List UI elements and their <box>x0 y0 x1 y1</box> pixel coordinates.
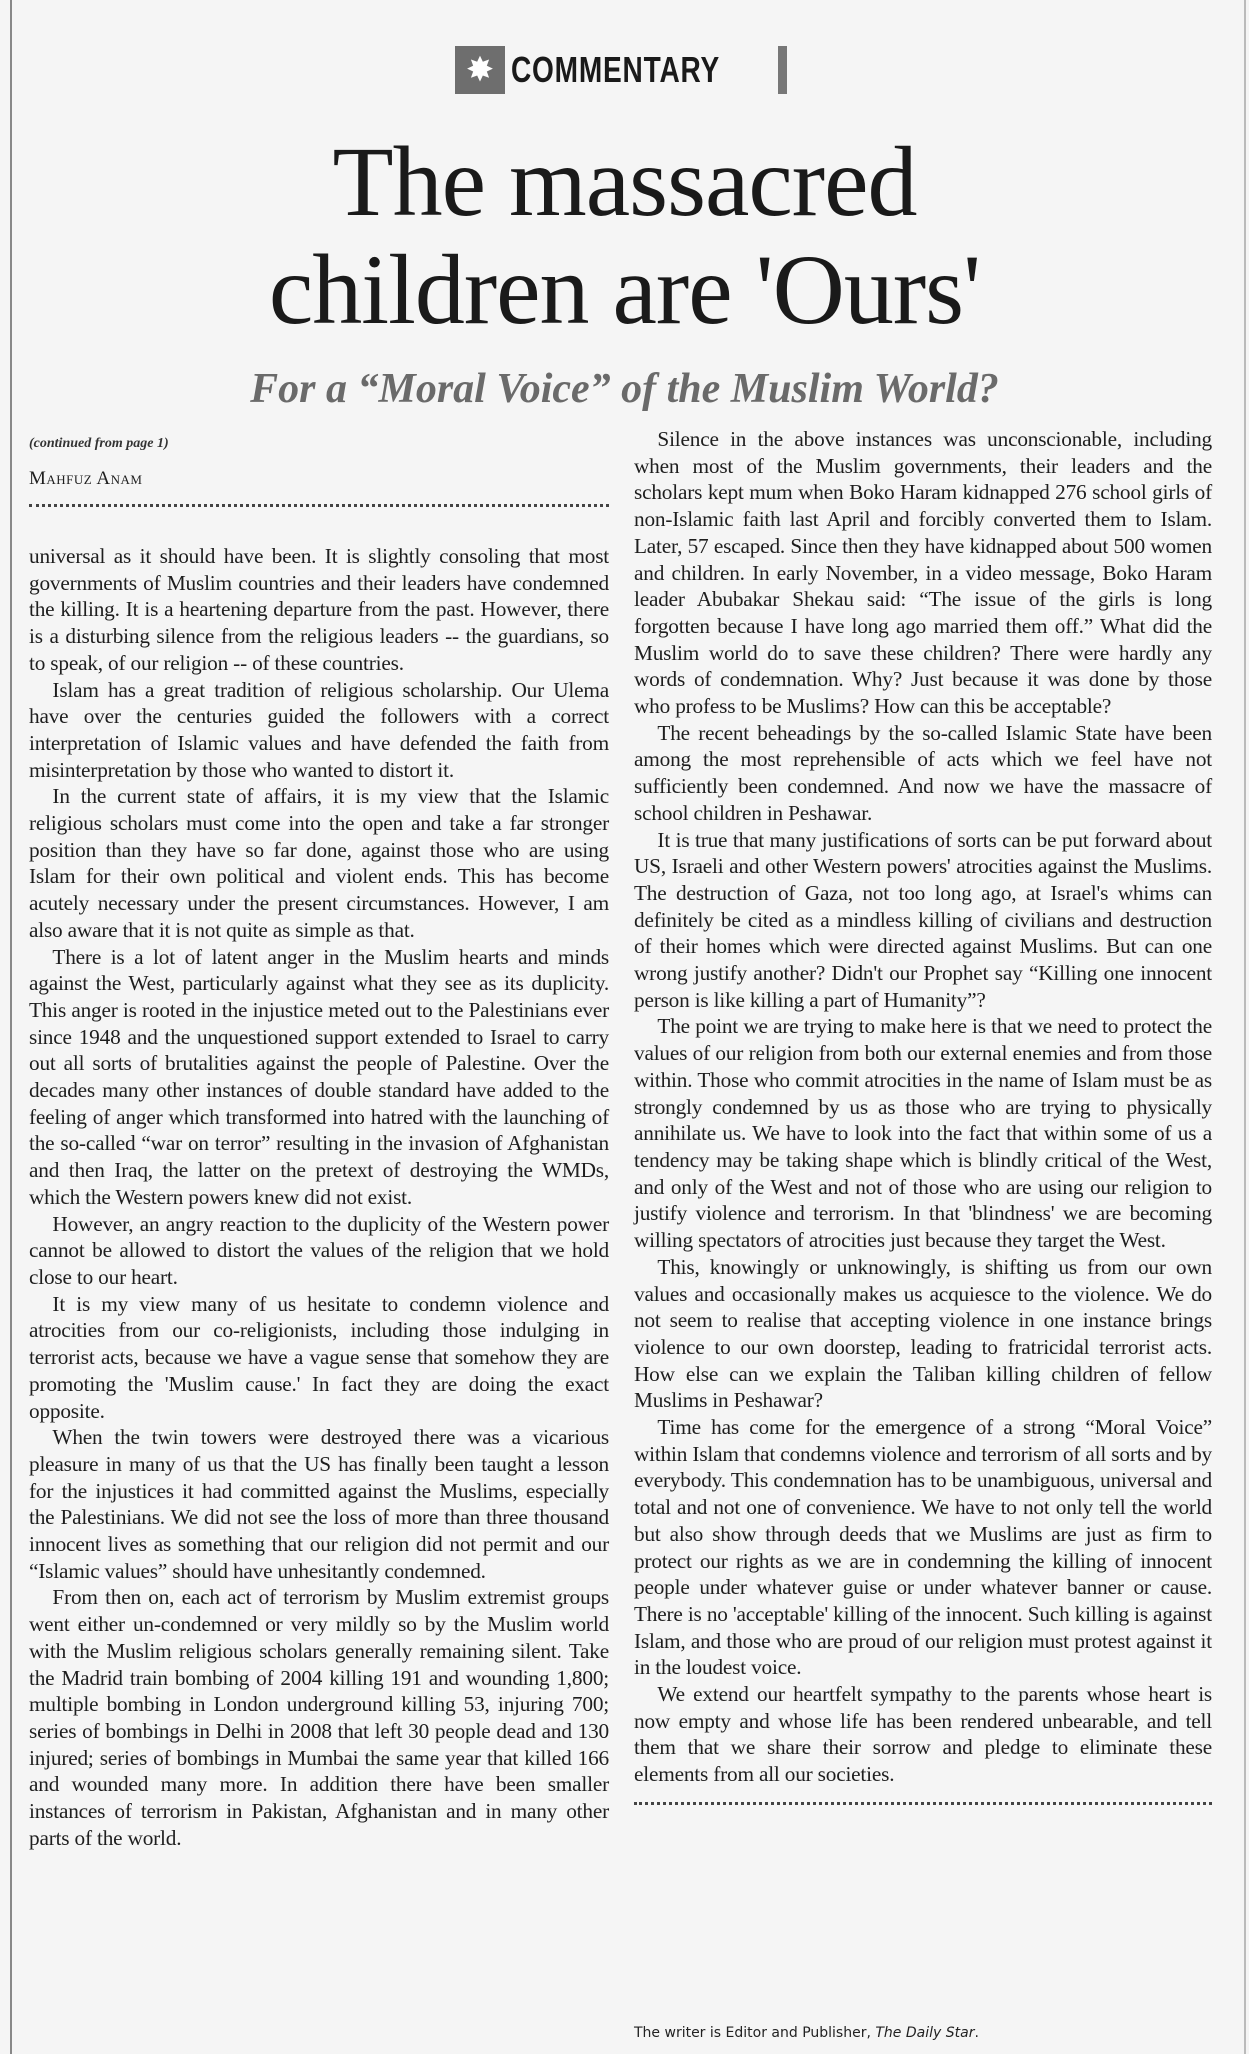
paragraph: The recent beheadings by the so-called Islamic State have been among the most reprehensible of acts which we feel have not sufficiently been condemned. And now we have the massacre of school children in Peshawar. <box>634 720 1212 825</box>
paragraph: From then on, each act of terrorism by Muslim extremist groups went either un-condemned or very mildly so by the Muslim world with the Muslim religious scholars generally remaining silent. Take the Madrid train bombing of 2004 killing 191 and wounding 1,800; multiple bombing in London underground killing 53, injuring 700; series of bombings in Delhi in 2008 that left 30 people dead and 130 injured; series of bombings in Mumbai the same year that killed 166 and wounded many more. In addition there have been smaller instances of terrorism in Pakistan, Afghanistan and in many other parts of the world. <box>29 1585 609 1850</box>
paragraph: It is true that many justifications of sorts can be put forward about US, Israeli and other Western powers' atrocities against the Muslims. The destruction of Gaza, not too long ago, at Israel's whims can definitely be cited as a mindless killing of civilians and destruction of their homes which were directed against Muslims. But can one wrong justify another? Didn't our Prophet say “Killing one innocent person is like killing a part of Humanity”? <box>634 827 1212 1012</box>
section-label: COMMENTARY <box>511 49 721 90</box>
section-banner <box>455 46 791 94</box>
right-column <box>634 426 1212 1805</box>
paragraph: In the current state of affairs, it is my view that the Islamic religious scholars must come into the open and take a far stronger position than they have so far done, against those who are using Islam for their own political and violent ends. This has become acutely necessary under the present circumstances. However, I am also aware that it is not quite as simple as that. <box>29 784 609 942</box>
headline <box>0 128 1249 344</box>
publication-name: The Daily Star <box>875 2025 975 2041</box>
byline-block <box>29 436 609 507</box>
headline-line-2: children are 'Ours' <box>268 234 981 345</box>
paragraph: We extend our heartfelt sympathy to the parents whose heart is now empty and whose life has been rendered unbearable, and tell them that we share their sorrow and pledge to eliminate these elements from all our societies. <box>634 1682 1212 1787</box>
left-column <box>29 543 609 1851</box>
paragraph: universal as it should have been. It is slightly consoling that most governments of Muslim countries and their leaders have condemned the killing. It is a heartening departure from the past. However, there is a disturbing silence from the religious leaders -- the guardians, so to speak, of our religion -- of these countries. <box>29 544 609 675</box>
author-note-end: . <box>974 2025 979 2041</box>
paragraph: Islam has a great tradition of religious scholarship. Our Ulema have over the centuries guided the followers with a correct interpretation of Islamic values and have defended the faith from misinterpretation by those who wanted to distort it. <box>29 677 609 782</box>
author-note-text: The writer is Editor and Publisher, <box>634 2025 876 2041</box>
dotted-divider <box>29 504 609 507</box>
author-byline: Mahfuz Anam <box>29 468 143 489</box>
star-burst-icon: ✸ <box>455 46 505 94</box>
paragraph: Silence in the above instances was unconscionable, including when most of the Muslim governments, their leaders and the scholars kept mum when Boko Haram kidnapped 276 school girls of non-Islamic faith last April and forcibly converted them to Islam. Later, 57 escaped. Since then they have kidnapped about 500 women and children. In early November, in a video message, Boko Haram leader Abubakar Shekau said: “The issue of the girls is long forgotten because I have long ago married them off.” What did the Muslim world do to save these children? There were hardly any words of condemnation. Why? Just because it was done by those who profess to be Muslims? How can this be acceptable? <box>634 427 1212 719</box>
paragraph: Time has come for the emergence of a strong “Moral Voice” within Islam that condemns violence and terrorism of all sorts and by everybody. This condemnation has to be unambiguous, universal and total and not one of convenience. We have to not only tell the world but also show through deeds that we Muslims are just as firm to protect our rights as we are in condemning the killing of innocent people under whatever guise or under whatever banner or cause. There is no 'acceptable' killing of the innocent. Such killing is against Islam, and those who are proud of our religion must protest against it in the loudest voice. <box>634 1415 1212 1680</box>
paragraph: It is my view many of us hesitate to condemn violence and atrocities from our co-religionists, including those indulging in terrorist acts, because we have a vague sense that somehow they are promoting the 'Muslim cause.' In fact they are doing the exact opposite. <box>29 1291 609 1423</box>
paragraph: However, an angry reaction to the duplicity of the Western power cannot be allowed to distort the values of the religion that we hold close to our heart. <box>29 1211 609 1289</box>
author-note <box>634 2025 979 2041</box>
dotted-divider <box>634 1802 1212 1805</box>
paragraph: There is a lot of latent anger in the Muslim hearts and minds against the West, particularly against what they see as its duplicity. This anger is rooted in the injustice meted out to the Palestinians ever since 1948 and the unquestioned support extended to Israel to carry out all sorts of brutalities against the people of Palestine. Over the decades many other instances of double standard have added to the feeling of anger which transformed into hatred with the launching of the so-called “war on terror” resulting in the invasion of Afghanistan and then Iraq, the latter on the pretext of destroying the WMDs, which the Western powers knew did not exist. <box>29 944 609 1209</box>
subtitle: For a “Moral Voice” of the Muslim World? <box>250 366 999 412</box>
paragraph: When the twin towers were destroyed there was a vicarious pleasure in many of us that the US has finally been taught a lesson for the injustices it had committed against the Muslims, especially the Palestinians. We did not see the loss of more than three thousand innocent lives as something that our religion did not permit and our “Islamic values” should have unhesitantly condemned. <box>29 1425 609 1583</box>
continued-note: (continued from page 1) <box>29 436 169 451</box>
banner-bar <box>778 46 787 94</box>
headline-line-1: The massacred <box>332 126 917 237</box>
paragraph: This, knowingly or unknowingly, is shifting us from our own values and occasionally makes us acquiesce to the violence. We do not seem to realise that accepting violence in one instance brings violence to our own doorstep, leading to fratricidal terrorist acts. How else can we explain the Taliban killing children of fellow Muslims in Peshawar? <box>634 1254 1212 1413</box>
paragraph: The point we are trying to make here is that we need to protect the values of our religion from both our external enemies and from those within. Those who commit atrocities in the name of Islam must be as strongly condemned by us as those who are trying to physically annihilate us. We have to look into the fact that within some of us a tendency may be taking shape which is blindly critical of the West, and only of the West and not of those who are using our religion to justify violence and terrorism. In that 'blindness' we are becoming willing spectators of atrocities just because they target the West. <box>634 1014 1212 1253</box>
